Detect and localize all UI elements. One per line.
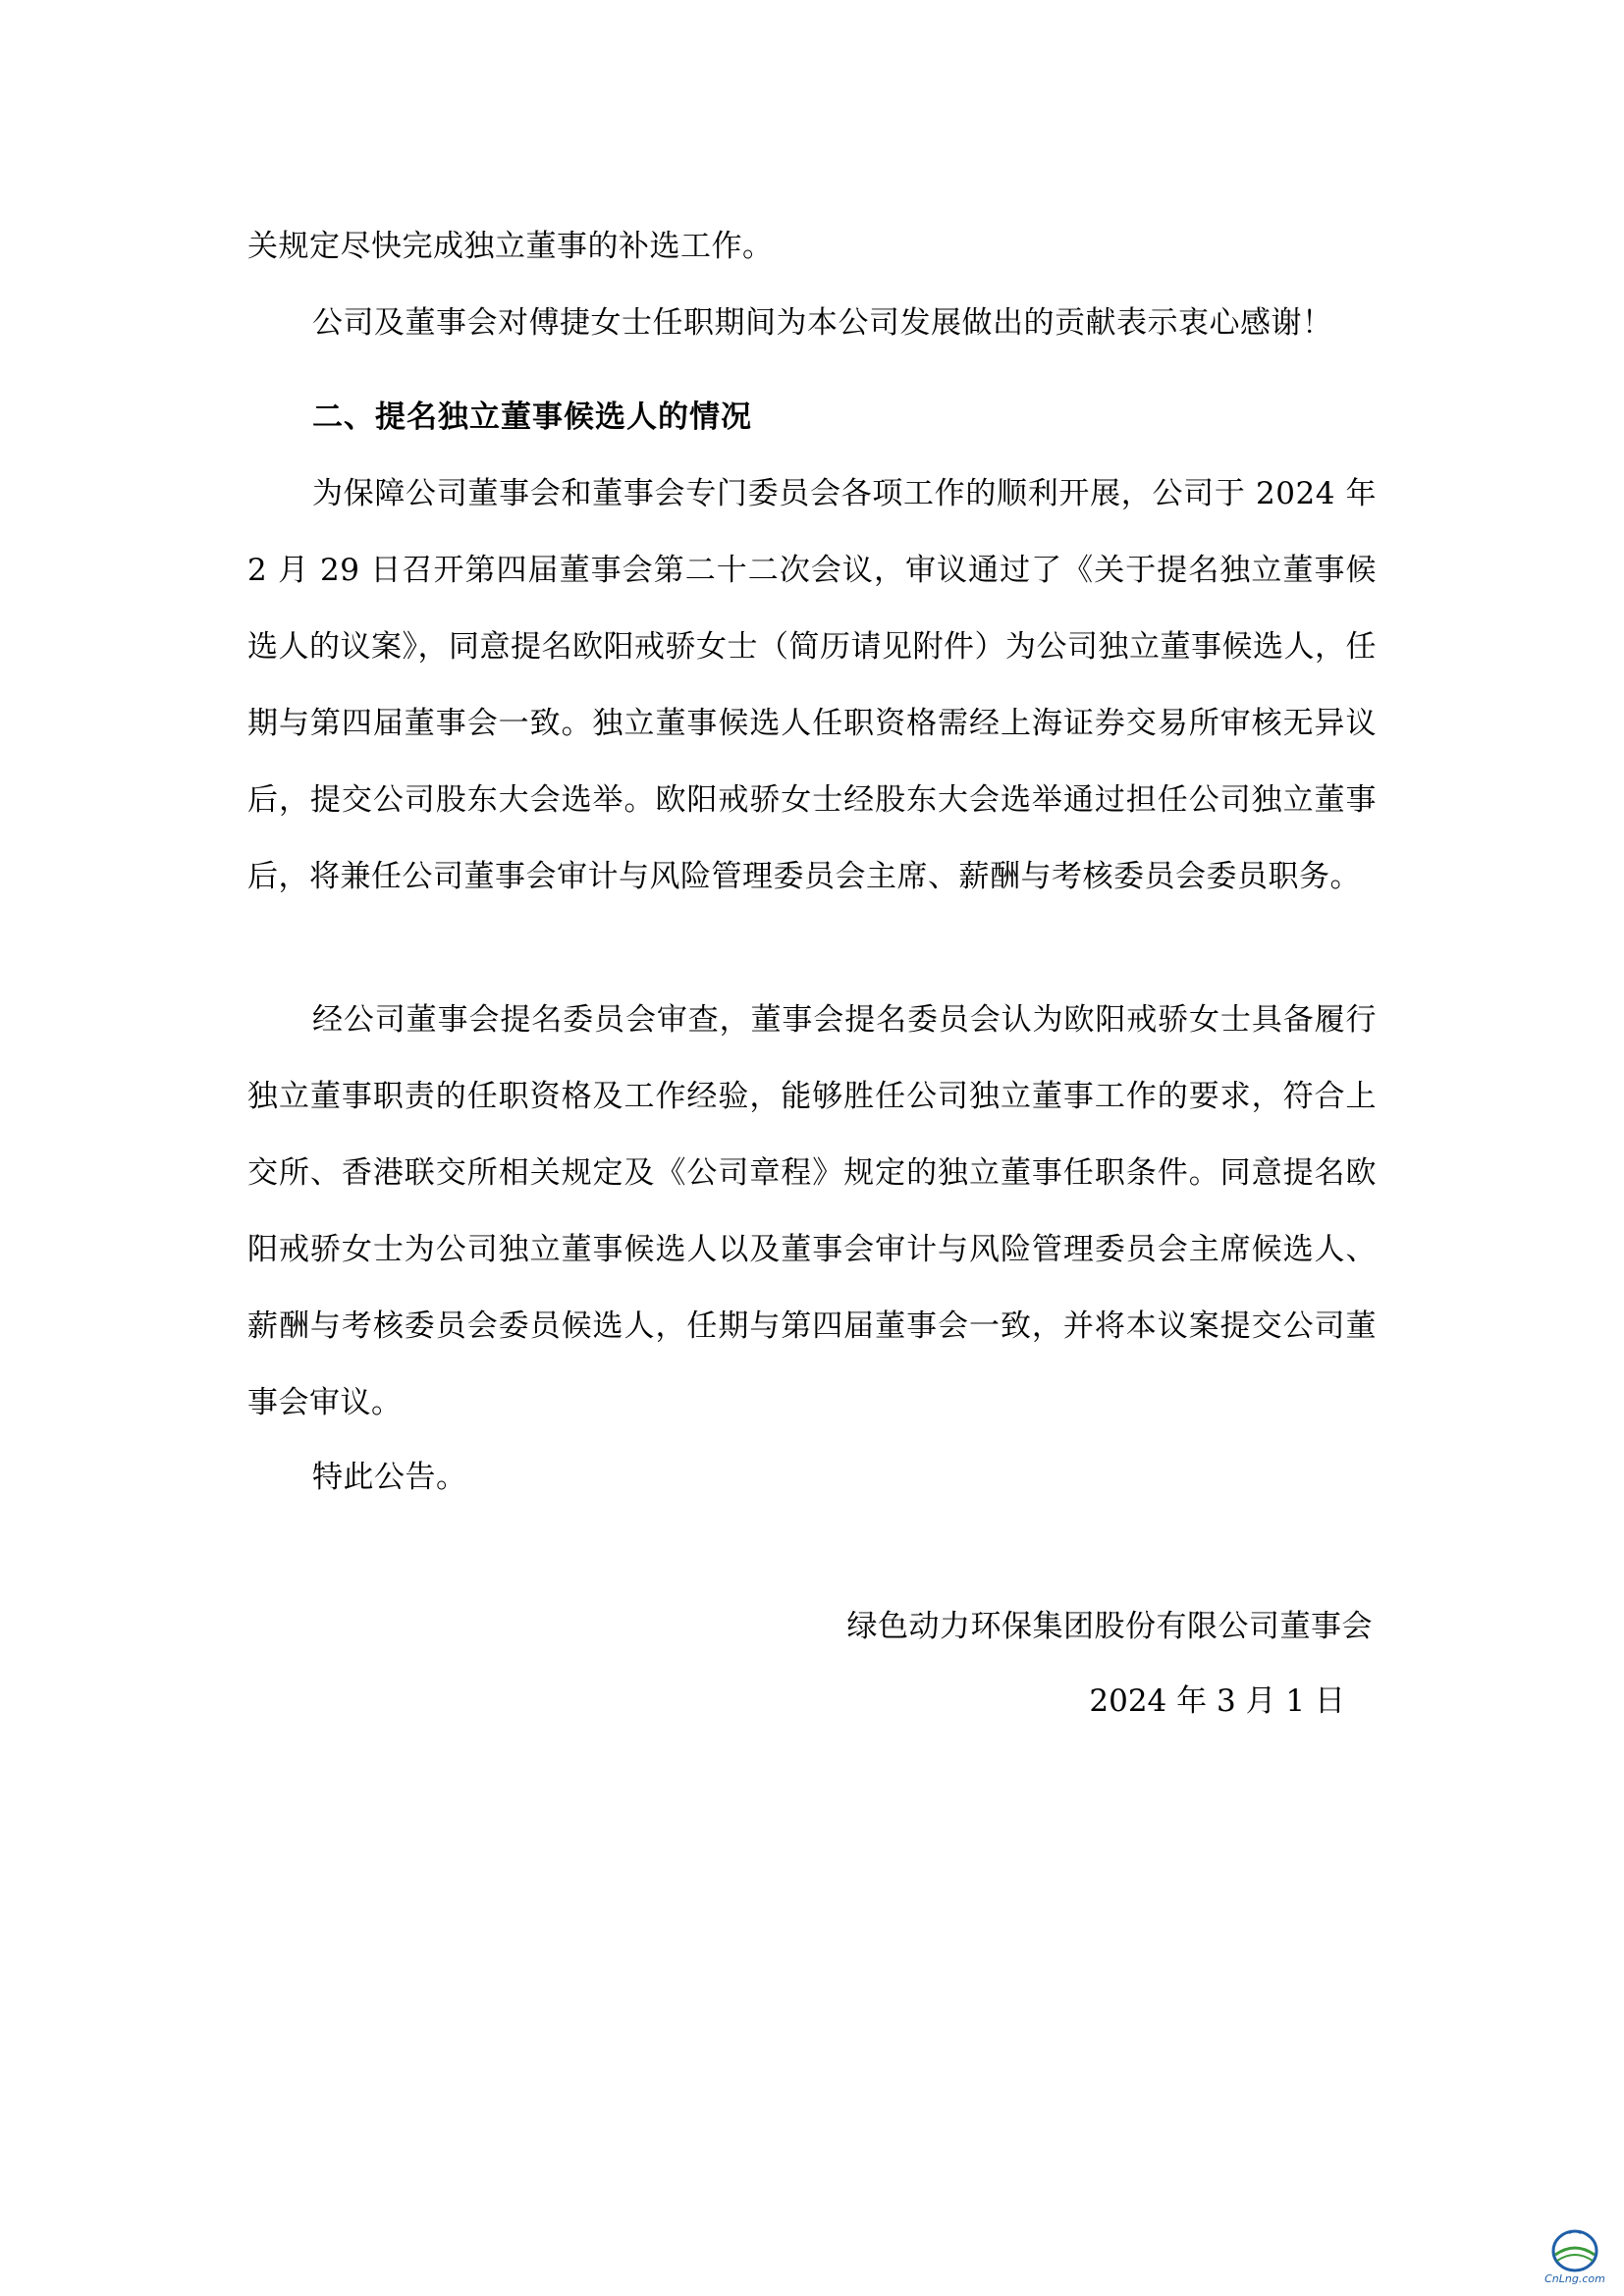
paragraph-notice: 特此公告。 [312,1460,467,1495]
watermark-text: CnLng.com [1544,2272,1605,2285]
signature-company: 绿色动力环保集团股份有限公司董事会 [846,1609,1373,1644]
paragraph-review: 经公司董事会提名委员会审查，董事会提名委员会认为欧阳戒骄女士具备履行独立董事职责的任职资格及工作经验，能够胜任公司独立董事工作的要求，符合上交所、香港联交所相关规定及《公司章程》规定的独立董事任职条件。同意提名欧阳戒骄女士为公司独立董事候选人以及董事会审计与风险管理委员会主席候选人、薪酬与考核委员会委员候选人，任期与第四届董事会一致，并将本议案提交公司董事会审议。 [247,1002,1377,1420]
signature-date: 2024 年 3 月 1 日 [1089,1683,1345,1719]
paragraph-continuation: 关规定尽快完成独立董事的补选工作。 [247,229,774,264]
paragraph-nomination: 为保障公司董事会和董事会专门委员会各项工作的顺利开展，公司于 2024 年 2 月 29 日召开第四届董事会第二十二次会议，审议通过了《关于提名独立董事候选人的议案》，同意提名欧阳戒骄女士（简历请见附件）为公司独立董事候选人，任期与第四届董事会一致。独立董事候选人任职资格需经上海证券交易所审核无异议后，提交公司股东大会选举。欧阳戒骄女士经股东大会选举通过担任公司独立董事后，将兼任公司董事会审计与风险管理委员会主席、薪酬与考核委员会委员职务。 [247,476,1377,894]
watermark-logo [1540,2227,1610,2288]
watermark-globe-icon [1540,2227,1610,2288]
section-heading: 二、提名独立董事候选人的情况 [312,400,752,435]
paragraph-thanks: 公司及董事会对傅捷女士任职期间为本公司发展做出的贡献表示衷心感谢！ [312,305,1333,341]
